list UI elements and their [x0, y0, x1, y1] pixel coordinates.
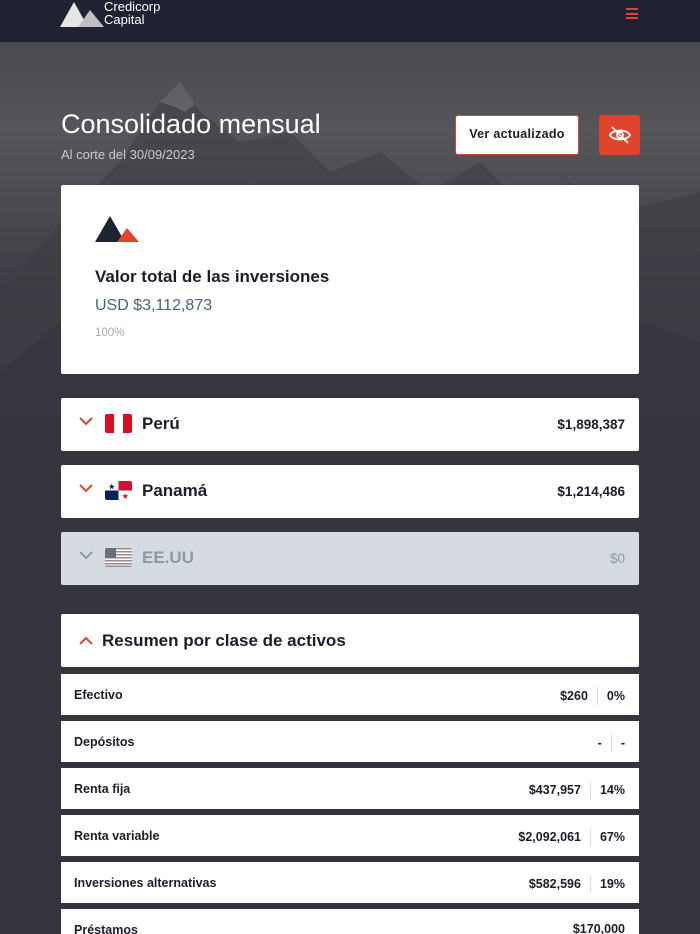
asset-row: [61, 768, 639, 809]
asset-name: Inversiones alternativas: [74, 876, 217, 890]
chevron-down-icon: [79, 551, 93, 560]
summary-title: Resumen por clase de activos: [102, 631, 346, 650]
asset-row: [61, 674, 639, 715]
divider: [590, 781, 591, 799]
total-value: USD $3,112,873: [95, 297, 213, 314]
total-label: Valor total de las inversiones: [95, 267, 330, 286]
divider: [590, 828, 591, 846]
country-row-peru[interactable]: [61, 398, 639, 451]
asset-name: Efectivo: [74, 688, 123, 702]
country-value: $0: [609, 551, 625, 566]
asset-value: -: [597, 736, 602, 750]
brand-line-2: Capital: [104, 12, 145, 27]
asset-name: Renta variable: [74, 829, 160, 843]
asset-name: Depósitos: [74, 735, 135, 749]
brand-name: [104, 0, 160, 26]
divider: [590, 875, 591, 893]
mountain-brand-icon: [95, 215, 139, 243]
country-value: $1,214,486: [557, 484, 625, 499]
asset-value: $2,092,061: [518, 830, 581, 844]
asset-percent: 14%: [599, 783, 625, 797]
asset-value: $170,000: [572, 922, 625, 934]
panama-flag-icon: [105, 481, 132, 500]
hamburger-menu-icon[interactable]: [626, 8, 640, 22]
peru-flag-icon: [105, 414, 132, 433]
chevron-down-icon: [79, 417, 93, 426]
usa-flag-icon: [105, 548, 132, 567]
divider: [597, 687, 598, 705]
hide-values-button[interactable]: [599, 115, 640, 155]
eye-off-icon: [609, 126, 631, 144]
update-button[interactable]: Ver actualizado: [455, 115, 579, 155]
asset-name: Renta fija: [74, 782, 131, 796]
chevron-down-icon: [79, 484, 93, 493]
country-name: Panamá: [142, 481, 208, 500]
asset-row: [61, 815, 639, 856]
asset-percent: 0%: [606, 689, 625, 703]
asset-value: $437,957: [528, 783, 581, 797]
country-name: Perú: [142, 414, 180, 433]
asset-value: $582,596: [528, 877, 581, 891]
asset-percent: 19%: [599, 877, 625, 891]
asset-row: [61, 909, 639, 934]
asset-row: [61, 721, 639, 762]
asset-row: [61, 862, 639, 903]
country-row-panama[interactable]: [61, 465, 639, 518]
asset-percent: -: [620, 736, 625, 750]
page-title: Consolidado mensual: [61, 109, 321, 139]
mountain-logo-icon: [60, 0, 104, 28]
asset-summary-header[interactable]: [61, 614, 639, 667]
total-investments-card: [61, 185, 639, 374]
country-row-usa: [61, 532, 639, 585]
chevron-up-icon: [79, 636, 93, 645]
country-value: $1,898,387: [557, 417, 625, 432]
top-navbar: [0, 0, 700, 42]
brand-line-1: Credicorp: [104, 0, 161, 14]
page-subtitle: Al corte del 30/09/2023: [61, 147, 195, 162]
asset-name: Préstamos: [74, 923, 138, 934]
total-percent: 100%: [95, 327, 125, 339]
country-name: EE.UU: [142, 548, 194, 567]
asset-percent: 67%: [599, 830, 625, 844]
asset-value: $260: [560, 689, 588, 703]
divider: [611, 734, 612, 752]
